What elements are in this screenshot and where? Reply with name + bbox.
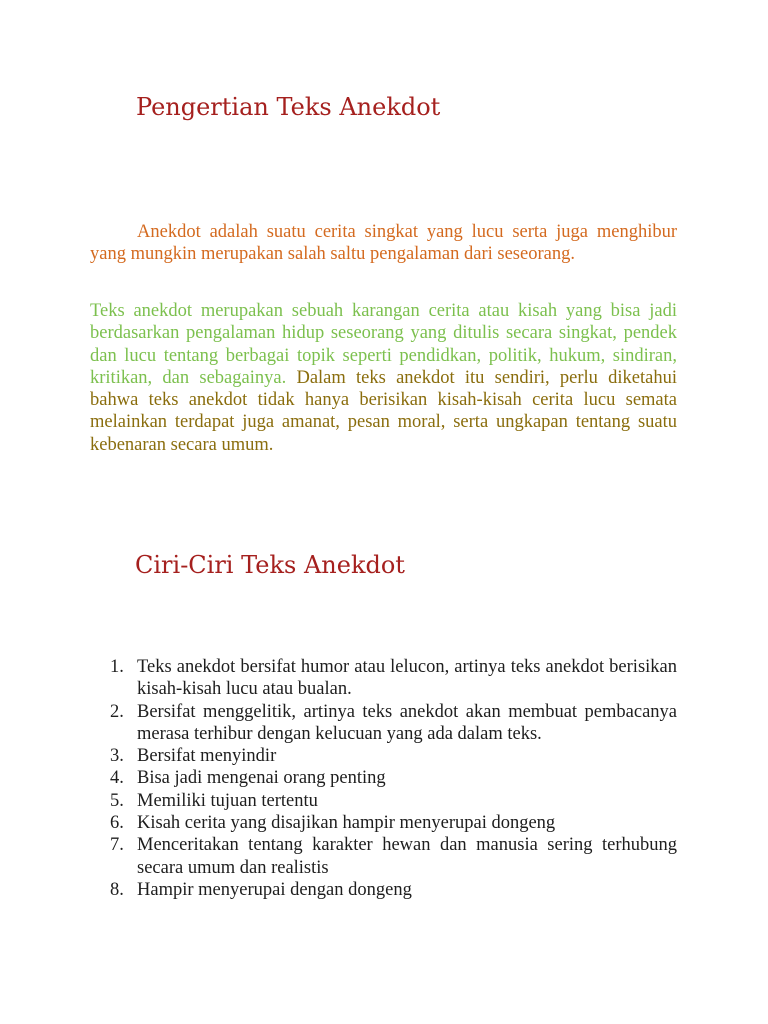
list-item-text: Bisa jadi mengenai orang penting	[137, 768, 386, 789]
section-title-ciri-ciri: Ciri-Ciri Teks Anekdot	[135, 551, 405, 579]
list-item	[90, 790, 677, 812]
list-item	[90, 745, 677, 767]
paragraph-explanation-part2: Dalam teks anekdot itu sendiri, perlu diketahui bahwa teks anekdot tidak hanya berisikan kisah-kisah cerita lucu semata melainkan terdapat juga amanat, pesan moral, serta ungkapan tentang suatu kebenaran secara umum.	[90, 367, 677, 455]
list-item-number: 3.	[110, 746, 124, 767]
list-item-number: 6.	[110, 813, 124, 834]
features-list	[90, 656, 677, 901]
list-item-text: Kisah cerita yang disajikan hampir menyerupai dongeng	[137, 813, 556, 834]
list-item-number: 1.	[110, 657, 124, 677]
list-item	[90, 834, 677, 879]
section-title-pengertian: Pengertian Teks Anekdot	[136, 93, 441, 121]
list-item-text: Hampir menyerupai dengan dongeng	[137, 879, 412, 900]
paragraph-definition: Anekdot adalah suatu cerita singkat yang lucu serta juga menghibur yang mungkin merupakan salah saltu pengalaman dari seseorang.	[90, 222, 677, 265]
list-item-text: Memiliki tujuan tertentu	[137, 790, 318, 811]
paragraph-explanation-part1: Teks anekdot merupakan sebuah karangan cerita atau kisah yang bisa jadi berdasarkan pengalaman hidup seseorang yang ditulis secara singkat, pendek dan lucu tentang berbagai topik seperti pendidkan, politik, hukum, sindiran, kritikan, dan sebagainya.	[90, 301, 677, 388]
list-item-number: 4.	[110, 768, 124, 789]
list-item-text: Menceritakan tentang karakter hewan dan manusia sering terhubung secara umum dan realistis	[137, 835, 677, 878]
list-item-text: Bersifat menyindir	[137, 746, 277, 767]
list-item	[90, 879, 677, 901]
list-item	[90, 812, 677, 834]
list-item-text: Bersifat menggelitik, artinya teks anekdot akan membuat pembacanya merasa terhibur dengan kelucuan yang ada dalam teks.	[137, 701, 677, 744]
list-item-number: 5.	[110, 790, 124, 811]
list-item-text: Teks anekdot bersifat humor atau lelucon, artinya teks anekdot berisikan kisah-kisah lucu atau bualan.	[137, 657, 677, 700]
list-item-number: 8.	[110, 879, 124, 900]
list-item-number: 2.	[110, 701, 124, 722]
list-item-number: 7.	[110, 835, 124, 856]
list-item	[90, 656, 677, 701]
list-item	[90, 767, 677, 789]
list-item	[90, 701, 677, 746]
paragraph-explanation	[90, 300, 677, 456]
